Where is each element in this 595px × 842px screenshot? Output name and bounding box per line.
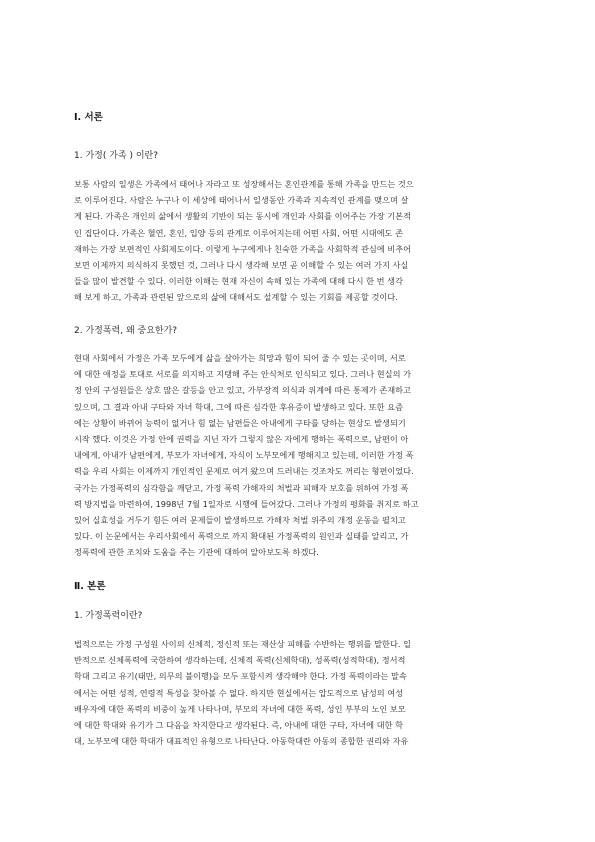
paragraph-line: 력을 우리 사회는 이제까지 개인적인 문제로 여겨 왔으며 드러내는 것조차도 꺼리는 형편이었다.: [74, 466, 414, 477]
subsection-title-domestic-violence: 1. 가정폭력이란?: [74, 611, 143, 621]
subsection-title-family: 1. 가정( 가족 ) 이란?: [74, 151, 158, 161]
subsection-title-why-important: 2. 가정폭력, 왜 중요한가?: [74, 326, 178, 336]
paragraph-line: 해 보게 하고, 가족과 관련된 앞으로의 삶에 대해서도 설계할 수 있는 기회를 제공할 것이다.: [74, 292, 398, 303]
paragraph-line: 보통 사람의 일생은 가족에서 태어나 자라고 또 성장해서는 혼인관계를 통해 가족을 만드는 것으: [74, 179, 414, 189]
paragraph-line: 보면 이제까지 의식하지 못했던 것, 그러나 다시 생각해 보면 곧 이해할 수 있는 여러 가지 사실: [74, 259, 409, 270]
paragraph-line: 게 된다. 가족은 개인의 삶에서 생활의 기반이 되는 동시에 개인과 사회를 이어주는 가장 기본적: [74, 211, 411, 222]
paragraph-domestic-violence: [74, 636, 526, 749]
paragraph-line: 재하는 가장 보편적인 사회제도이다. 이렇게 누구에게나 친숙한 가족을 사회학적 관심에 비추어: [74, 243, 412, 254]
paragraph-line: 인 집단이다. 가족은 혈연, 혼인, 입양 등의 관계로 이루어지는데 어떤 사회, 어떤 시대에도 존: [74, 227, 403, 238]
paragraph-line: 에 대한 학대와 유기가 그 다음을 차지한다고 생각된다. 즉, 아내에 대한 구타, 자녀에 대한 학: [74, 719, 403, 730]
paragraph-line: 대, 노부모에 대한 학대가 대표적인 유형으로 나타난다. 아동학대란 아동의 종합한 권리와 자유: [74, 736, 409, 747]
paragraph-line: 현대 사회에서 가정은 가족 모두에게 삶을 살아가는 희망과 힘이 되어 줄 수 있는 곳이며, 서로: [74, 353, 406, 363]
section-heading-introduction: Ⅰ. 서론: [74, 112, 103, 123]
paragraph-line: 법적으로는 가정 구성원 사이의 신체적, 정신적 또는 재산상 피해를 수반하는 행위를 말한다. 일: [74, 639, 411, 649]
paragraph-line: 정 안의 구성원들은 상호 많은 갈등을 안고 있고, 가부장적 의식과 위계에 따른 통제가 존재하고: [74, 385, 411, 396]
paragraph-line: 에 대한 애정을 토대로 서로를 의지하고 지탱해 주는 안식처로 인식되고 있다. 그러나 현실의 가: [74, 369, 411, 380]
paragraph-line: 정폭력에 관한 조치와 도움을 주는 기관에 대하여 알아보도록 하겠다.: [74, 547, 319, 558]
paragraph-line: 에는 상황이 바뀌어 능력이 없거나 힘 없는 남편들은 아내에게 구타를 당하는 현상도 발생되기: [74, 417, 406, 428]
paragraph-why-important: [74, 350, 526, 560]
paragraph-line: 들을 많이 발견할 수 있다. 이러한 이해는 현재 자신이 속해 있는 가족에 대해 다시 한 번 생각: [74, 276, 403, 287]
section-heading-main-body: Ⅱ. 본론: [74, 581, 106, 592]
paragraph-line: 반적으로 신체폭력에 국한하여 생각하는데, 신체적 폭력(신체학대), 성폭력(성적학대), 정서적: [74, 655, 406, 666]
paragraph-family: [74, 176, 526, 306]
paragraph-line: 국가는 가정폭력의 심각함을 깨닫고, 가정 폭력 가해자의 처벌과 피해자 보호를 위하여 가정 폭: [74, 482, 409, 493]
paragraph-line: 있어 실효성을 거두기 힘든 여러 문제들이 발생하므로 가해자 처벌 위주의 개정 운동을 펼치고: [74, 514, 406, 525]
paragraph-line: 력 방지법을 마련하여, 1998년 7월 1일자로 시행에 들어갔다. 그러나 가정의 평화를 취지로 하고: [74, 498, 419, 509]
paragraph-line: 에서는 어떤 성적, 연령적 특성을 찾아볼 수 없다. 하지만 현실에서는 압도적으로 남성의 여성: [74, 687, 404, 698]
paragraph-line: 학대 그리고 유기(태만, 의무의 불이행)을 모두 포함시켜 생각해야 한다. 가정 폭력이라는 말속: [74, 671, 407, 682]
paragraph-line: 있다. 이 논문에서는 우리사회에서 폭력으로 까지 확대된 가정폭력의 원인과 실태를 알리고, 가: [74, 531, 409, 542]
paragraph-line: 내에게, 아내가 남편에게, 부모가 자녀에게, 자식이 노부모에게 행해지고 있는데, 이러한 가정 폭: [74, 450, 414, 461]
paragraph-line: 있으며, 그 결과 아내 구타와 자녀 학대, 그에 따른 심각한 후유증이 발생하고 있다. 또한 요즘: [74, 401, 403, 412]
paragraph-line: 로 이루어진다. 사람은 누구나 이 세상에 태어나서 일생동안 가족과 지속적인 관계를 맺으며 살: [74, 195, 409, 206]
paragraph-line: 배우자에 대한 폭력의 비중이 높게 나타나며, 부모의 자녀에 대한 폭력, 성인 부부의 노인 보모: [74, 703, 406, 714]
paragraph-line: 시작 했다. 이것은 가정 안에 권력을 지닌 자가 그렇지 않은 자에게 행하는 폭력으로, 남편이 아: [74, 433, 409, 444]
